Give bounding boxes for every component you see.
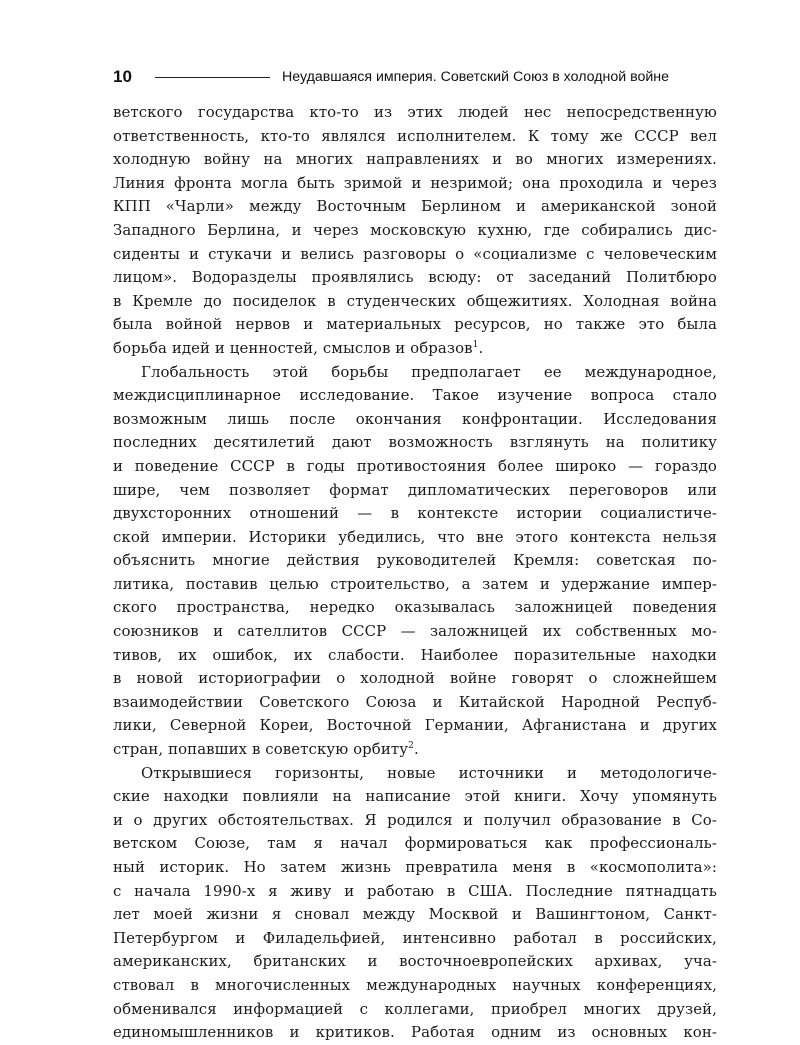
- text-line-content: Западного Берлина, и через московскую кухню, где собирались дис-: [113, 220, 717, 239]
- text-line-content: и о других обстоятельствах. Я родился и получил образование в Со-: [113, 810, 717, 829]
- text-line: [113, 266, 717, 290]
- text-line-content: ный историк. Но затем жизнь превратила меня в «космополита»:: [113, 858, 717, 876]
- text-line: [113, 644, 717, 668]
- text-line-content: лики, Северной Кореи, Восточной Германии, Афганистана и других: [113, 716, 717, 735]
- text-line: [113, 880, 717, 904]
- text-line-content: американских, британских и восточноевропейских архивах, уча-: [113, 952, 717, 971]
- text-line-content: лицом». Водоразделы проявлялись всюду: от заседаний Политбюро: [113, 268, 717, 287]
- text-line: [113, 620, 717, 644]
- footnote-marker[interactable]: 2: [408, 741, 414, 752]
- text-line-content: холодную войну на многих направлениях и во многих измерениях.: [113, 150, 717, 169]
- paragraph: [113, 101, 717, 361]
- text-line-content: ской империи. Историки убедились, что вне этого контекста нельзя: [113, 527, 717, 546]
- text-line: [113, 361, 717, 385]
- text-line-content: в новой историографии о холодной войне говорят о сложнейшем: [113, 669, 717, 688]
- text-line: [113, 479, 717, 503]
- text-line: [113, 832, 717, 856]
- paragraph: [113, 361, 717, 762]
- text-line: [113, 762, 717, 786]
- text-line-content: и поведение СССР в годы противостояния более широко — гораздо: [113, 456, 717, 475]
- text-line: [113, 549, 717, 573]
- running-head-title: Неудавшаяся империя. Советский Союз в холодной войне: [282, 69, 669, 85]
- text-line: [113, 195, 717, 219]
- text-line: [113, 974, 717, 998]
- text-line-content: объяснить многие действия руководителей Кремля: советская по-: [113, 551, 717, 570]
- text-line-content: ответственность, кто-то являлся исполнителем. К тому же СССР вел: [113, 126, 717, 145]
- text-line-content: Петербургом и Филадельфией, интенсивно работал в российских,: [113, 928, 717, 947]
- text-line-content: лет моей жизни я сновал между Москвой и Вашингтоном, Санкт-: [113, 905, 717, 924]
- text-line: стран, попавших в советскую орбиту$^2$.: [113, 740, 419, 759]
- header-rule: [155, 77, 270, 78]
- text-line-content: обменивался информацией с коллегами, приобрел многих друзей,: [113, 999, 717, 1018]
- text-line-content: Открывшиеся горизонты, новые источники и методологиче-: [141, 763, 717, 782]
- text-line: [113, 408, 717, 432]
- text-line-content: междисциплинарное исследование. Такое изучение вопроса стало: [113, 386, 717, 405]
- text-line-content: ветского государства кто-то из этих людей нес непосредственную: [113, 103, 717, 121]
- text-line: [113, 172, 717, 196]
- page-number: 10: [113, 67, 132, 86]
- text-line-content: союзников и сателлитов СССР — заложницей их собственных мо-: [113, 622, 717, 641]
- text-line-content: борьба идей и ценностей, смыслов и образов: [113, 338, 473, 357]
- text-line: [113, 148, 717, 172]
- text-line-content: стран, попавших в советскую орбиту: [113, 740, 409, 759]
- text-line: [113, 101, 717, 125]
- text-line: [113, 455, 717, 479]
- text-line-content: последних десятилетий дают возможность взглянуть на политику: [113, 433, 717, 452]
- text-line: [113, 125, 717, 149]
- text-line: [113, 785, 717, 809]
- text-line: [113, 313, 717, 337]
- body-text: [113, 101, 717, 1045]
- paragraph: [113, 762, 717, 1045]
- text-line: [113, 526, 717, 550]
- text-line-content: ветском Союзе, там я начал формироваться как профессиональ-: [113, 834, 717, 853]
- text-line-content: ские находки повлияли на написание этой книги. Хочу упомянуть: [113, 787, 717, 806]
- text-line-content: КПП «Чарли» между Восточным Берлином и американской зоной: [113, 197, 717, 216]
- text-line: [113, 290, 717, 314]
- text-line-content: тивов, их ошибок, их слабости. Наиболее поразительные находки: [113, 645, 717, 664]
- text-line: [113, 950, 717, 974]
- text-line: [113, 502, 717, 526]
- text-line-content: с начала 1990-х я живу и работаю в США. Последние пятнадцать: [113, 881, 717, 900]
- text-line: [113, 219, 717, 243]
- text-line-content: возможным лишь после окончания конфронтации. Исследования: [113, 409, 717, 428]
- text-line-content: шире, чем позволяет формат дипломатических переговоров или: [113, 480, 717, 499]
- running-head: [113, 66, 717, 88]
- text-line: [113, 714, 717, 738]
- text-line: [113, 596, 717, 620]
- text-line: [113, 1021, 717, 1045]
- text-line-content: единомышленников и критиков. Работая одним из основных кон-: [113, 1023, 717, 1042]
- text-line-content: Глобальность этой борьбы предполагает ее международное,: [141, 362, 717, 381]
- text-line: [113, 903, 717, 927]
- text-line-content: сиденты и стукачи и велись разговоры о «социализме с человеческим: [113, 244, 717, 263]
- text-line: [113, 998, 717, 1022]
- text-line: борьба идей и ценностей, смыслов и образов$^1$.: [113, 338, 484, 357]
- text-line-content: в Кремле до посиделок в студенческих общежитиях. Холодная война: [113, 291, 717, 310]
- text-line-content: литика, поставив целью строительство, а затем и удержание импер-: [113, 574, 717, 593]
- text-line-content: Линия фронта могла быть зримой и незримой; она проходила и через: [113, 173, 717, 192]
- text-line-content: взаимодействии Советского Союза и Китайской Народной Респуб-: [113, 692, 717, 711]
- text-line: [113, 243, 717, 267]
- text-line-content: ского пространства, нередко оказывалась заложницей поведения: [113, 598, 717, 617]
- footnote-marker[interactable]: 1: [472, 339, 479, 350]
- text-line-content: ствовал в многочисленных международных научных конференциях,: [113, 975, 717, 994]
- text-line-content: двухсторонних отношений — в контексте истории социалистиче-: [113, 504, 717, 523]
- text-line: [113, 667, 717, 691]
- text-line: [113, 927, 717, 951]
- text-line: [113, 809, 717, 833]
- text-line: [113, 691, 717, 715]
- text-line: [113, 573, 717, 597]
- text-line: [113, 856, 717, 880]
- text-line-content: была войной нервов и материальных ресурсов, но также это была: [113, 315, 717, 334]
- text-line: [113, 384, 717, 408]
- text-line: [113, 431, 717, 455]
